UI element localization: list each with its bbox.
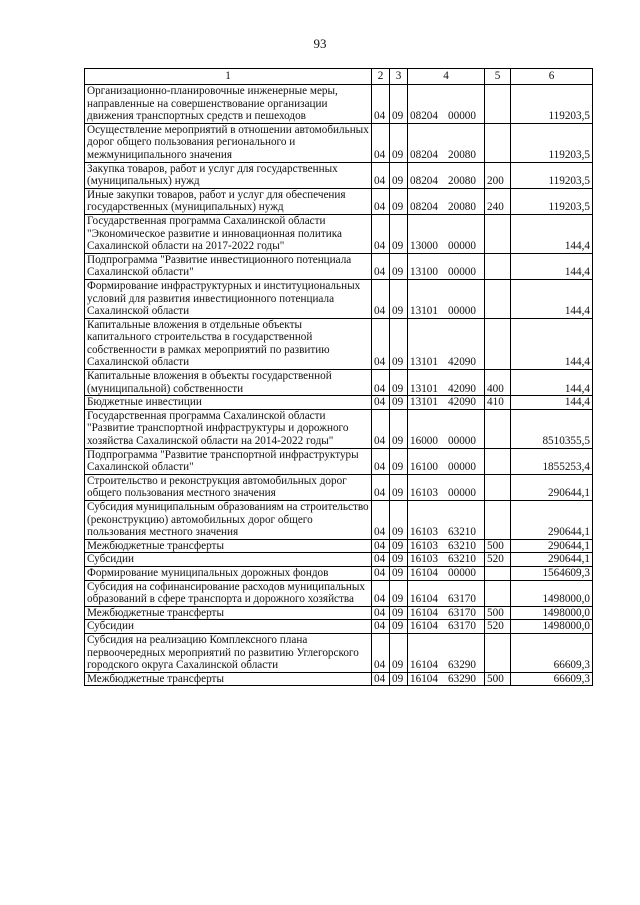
target-article-program: 16103 <box>410 539 438 552</box>
row-target-article <box>408 123 485 162</box>
row-expense-type <box>485 633 511 672</box>
target-article-direction: 00000 <box>448 461 476 474</box>
row-name: Иные закупки товаров, работ и услуг для обеспечения государственных (муниципальных) нужд <box>85 188 372 214</box>
row-amount: 119203,5 <box>511 85 593 124</box>
target-article-direction: 63210 <box>448 539 476 552</box>
row-subsection: 09 <box>390 474 408 500</box>
table-row <box>85 370 593 396</box>
header-cell: 4 <box>408 69 485 85</box>
page-number: 93 <box>313 36 327 51</box>
target-article-program: 13000 <box>410 240 438 253</box>
row-subsection: 09 <box>390 580 408 606</box>
table-row <box>85 123 593 162</box>
target-article-direction: 00000 <box>448 435 476 448</box>
target-article-direction: 00000 <box>448 566 476 579</box>
row-subsection: 09 <box>390 214 408 253</box>
target-article-direction: 63210 <box>448 553 476 566</box>
row-amount: 1855253,4 <box>511 448 593 474</box>
row-section: 04 <box>372 370 390 396</box>
header-cell: 2 <box>372 69 390 85</box>
row-subsection: 09 <box>390 448 408 474</box>
row-amount: 144,4 <box>511 279 593 318</box>
row-name: Государственная программа Сахалинской области "Развитие транспортной инфраструктуры и дорожного хозяйства Сахалинской области на 2014-2022 годы" <box>85 409 372 448</box>
row-amount: 290644,1 <box>511 539 593 553</box>
row-target-article <box>408 448 485 474</box>
row-subsection: 09 <box>390 123 408 162</box>
table-row <box>85 279 593 318</box>
row-subsection: 09 <box>390 672 408 686</box>
row-amount: 144,4 <box>511 318 593 369</box>
row-subsection: 09 <box>390 620 408 634</box>
row-name: Субсидии <box>85 620 372 634</box>
header-cell: 3 <box>390 69 408 85</box>
table-row <box>85 566 593 580</box>
row-section: 04 <box>372 672 390 686</box>
budget-table <box>84 68 593 686</box>
row-name: Субсидия на софинансирование расходов муниципальных образований в сфере транспорта и дорожного хозяйства <box>85 580 372 606</box>
row-section: 04 <box>372 253 390 279</box>
row-amount: 144,4 <box>511 214 593 253</box>
row-target-article <box>408 188 485 214</box>
header-row <box>85 69 593 85</box>
header-cell: 6 <box>511 69 593 85</box>
row-subsection: 09 <box>390 318 408 369</box>
row-target-article <box>408 253 485 279</box>
row-expense-type <box>485 580 511 606</box>
row-name: Формирование инфраструктурных и институциональных условий для развития инвестиционного потенциала Сахалинской области <box>85 279 372 318</box>
row-name: Межбюджетные трансферты <box>85 606 372 620</box>
row-expense-type <box>485 279 511 318</box>
table-row <box>85 539 593 553</box>
target-article-direction: 63170 <box>448 620 476 633</box>
table-row <box>85 672 593 686</box>
row-amount: 1498000,0 <box>511 606 593 620</box>
row-subsection: 09 <box>390 501 408 540</box>
row-amount: 1498000,0 <box>511 620 593 634</box>
row-amount: 144,4 <box>511 396 593 410</box>
row-target-article <box>408 370 485 396</box>
row-section: 04 <box>372 553 390 567</box>
table-row <box>85 214 593 253</box>
row-expense-type <box>485 318 511 369</box>
row-expense-type <box>485 214 511 253</box>
target-article-program: 13101 <box>410 382 438 395</box>
row-subsection: 09 <box>390 553 408 567</box>
target-article-program: 16104 <box>410 659 438 672</box>
row-expense-type <box>485 253 511 279</box>
table-row <box>85 85 593 124</box>
target-article-program: 08204 <box>410 148 438 161</box>
row-section: 04 <box>372 448 390 474</box>
row-subsection: 09 <box>390 162 408 188</box>
row-expense-type <box>485 123 511 162</box>
row-section: 04 <box>372 620 390 634</box>
row-section: 04 <box>372 85 390 124</box>
row-target-article <box>408 409 485 448</box>
row-section: 04 <box>372 474 390 500</box>
table-row <box>85 474 593 500</box>
target-article-direction: 42090 <box>448 396 476 409</box>
row-section: 04 <box>372 318 390 369</box>
row-section: 04 <box>372 214 390 253</box>
row-expense-type: 500 <box>485 606 511 620</box>
row-expense-type: 500 <box>485 672 511 686</box>
row-name: Государственная программа Сахалинской области "Экономическое развитие и инновационная политика Сахалинской области на 2017-2022 годы" <box>85 214 372 253</box>
row-expense-type: 500 <box>485 539 511 553</box>
row-target-article <box>408 633 485 672</box>
table-row <box>85 553 593 567</box>
target-article-direction: 20080 <box>448 175 476 188</box>
target-article-direction: 42090 <box>448 382 476 395</box>
target-article-direction: 63290 <box>448 672 476 685</box>
row-amount: 1564609,3 <box>511 566 593 580</box>
row-expense-type <box>485 448 511 474</box>
row-target-article <box>408 566 485 580</box>
row-section: 04 <box>372 606 390 620</box>
target-article-program: 16103 <box>410 487 438 500</box>
row-name: Подпрограмма "Развитие транспортной инфраструктуры Сахалинской области" <box>85 448 372 474</box>
target-article-program: 16104 <box>410 620 438 633</box>
row-name: Субсидии <box>85 553 372 567</box>
target-article-program: 16104 <box>410 606 438 619</box>
row-expense-type: 200 <box>485 162 511 188</box>
row-subsection: 09 <box>390 85 408 124</box>
row-section: 04 <box>372 501 390 540</box>
row-section: 04 <box>372 633 390 672</box>
row-name: Субсидия муниципальным образованиям на строительство (реконструкцию) автомобильных дорог общего пользования местного значения <box>85 501 372 540</box>
row-subsection: 09 <box>390 253 408 279</box>
target-article-program: 08204 <box>410 201 438 214</box>
target-article-program: 08204 <box>410 175 438 188</box>
row-section: 04 <box>372 566 390 580</box>
row-amount: 8510355,5 <box>511 409 593 448</box>
row-subsection: 09 <box>390 188 408 214</box>
target-article-direction: 00000 <box>448 240 476 253</box>
row-target-article <box>408 553 485 567</box>
row-name: Осуществление мероприятий в отношении автомобильных дорог общего пользования регионального и межмуниципального значения <box>85 123 372 162</box>
target-article-program: 13101 <box>410 396 438 409</box>
row-expense-type: 410 <box>485 396 511 410</box>
row-expense-type <box>485 474 511 500</box>
row-expense-type: 520 <box>485 620 511 634</box>
target-article-program: 16104 <box>410 566 438 579</box>
row-amount: 290644,1 <box>511 553 593 567</box>
row-name: Капитальные вложения в отдельные объекты капитального строительства в государственной собственности в рамках мероприятий по развитию Сахалинской области <box>85 318 372 369</box>
row-subsection: 09 <box>390 409 408 448</box>
row-name: Строительство и реконструкция автомобильных дорог общего пользования местного значения <box>85 474 372 500</box>
row-target-article <box>408 501 485 540</box>
row-name: Межбюджетные трансферты <box>85 672 372 686</box>
row-target-article <box>408 580 485 606</box>
row-expense-type: 520 <box>485 553 511 567</box>
row-section: 04 <box>372 580 390 606</box>
target-article-direction: 63170 <box>448 606 476 619</box>
row-section: 04 <box>372 188 390 214</box>
row-subsection: 09 <box>390 279 408 318</box>
row-subsection: 09 <box>390 370 408 396</box>
row-name: Межбюджетные трансферты <box>85 539 372 553</box>
row-amount: 144,4 <box>511 370 593 396</box>
row-amount: 1498000,0 <box>511 580 593 606</box>
row-amount: 290644,1 <box>511 474 593 500</box>
row-subsection: 09 <box>390 606 408 620</box>
row-target-article <box>408 606 485 620</box>
target-article-program: 16100 <box>410 461 438 474</box>
row-amount: 290644,1 <box>511 501 593 540</box>
row-amount: 66609,3 <box>511 672 593 686</box>
target-article-program: 16104 <box>410 593 438 606</box>
target-article-program: 16104 <box>410 672 438 685</box>
row-amount: 144,4 <box>511 253 593 279</box>
row-subsection: 09 <box>390 396 408 410</box>
table-row <box>85 620 593 634</box>
row-target-article <box>408 279 485 318</box>
row-section: 04 <box>372 539 390 553</box>
row-section: 04 <box>372 279 390 318</box>
row-target-article <box>408 474 485 500</box>
row-expense-type <box>485 409 511 448</box>
row-subsection: 09 <box>390 633 408 672</box>
target-article-program: 13101 <box>410 356 438 369</box>
row-target-article <box>408 396 485 410</box>
row-target-article <box>408 214 485 253</box>
row-name: Бюджетные инвестиции <box>85 396 372 410</box>
row-target-article <box>408 620 485 634</box>
target-article-program: 16103 <box>410 553 438 566</box>
row-name: Формирование муниципальных дорожных фондов <box>85 566 372 580</box>
row-expense-type <box>485 85 511 124</box>
row-section: 04 <box>372 162 390 188</box>
row-expense-type: 240 <box>485 188 511 214</box>
target-article-direction: 63290 <box>448 659 476 672</box>
row-name: Подпрограмма "Развитие инвестиционного потенциала Сахалинской области" <box>85 253 372 279</box>
target-article-direction: 20080 <box>448 201 476 214</box>
row-expense-type <box>485 566 511 580</box>
row-section: 04 <box>372 409 390 448</box>
target-article-direction: 00000 <box>448 266 476 279</box>
table-row <box>85 633 593 672</box>
row-subsection: 09 <box>390 566 408 580</box>
table-row <box>85 448 593 474</box>
row-amount: 119203,5 <box>511 162 593 188</box>
row-target-article <box>408 85 485 124</box>
header-cell: 5 <box>485 69 511 85</box>
row-amount: 119203,5 <box>511 188 593 214</box>
table-row <box>85 409 593 448</box>
table-row <box>85 318 593 369</box>
table-row <box>85 606 593 620</box>
row-target-article <box>408 318 485 369</box>
target-article-direction: 20080 <box>448 148 476 161</box>
table-row <box>85 396 593 410</box>
target-article-program: 13100 <box>410 266 438 279</box>
header-cell: 1 <box>85 69 372 85</box>
row-target-article <box>408 162 485 188</box>
target-article-direction: 00000 <box>448 305 476 318</box>
table-body <box>85 85 593 686</box>
table-row <box>85 188 593 214</box>
target-article-direction: 42090 <box>448 356 476 369</box>
row-section: 04 <box>372 396 390 410</box>
target-article-direction: 00000 <box>448 110 476 123</box>
row-name: Субсидия на реализацию Комплексного плана первоочередных мероприятий по развитию Углегорского городского округа Сахалинской области <box>85 633 372 672</box>
table-row <box>85 580 593 606</box>
row-expense-type <box>485 501 511 540</box>
target-article-direction: 63170 <box>448 593 476 606</box>
row-subsection: 09 <box>390 539 408 553</box>
row-amount: 66609,3 <box>511 633 593 672</box>
target-article-direction: 00000 <box>448 487 476 500</box>
target-article-program: 08204 <box>410 110 438 123</box>
row-expense-type: 400 <box>485 370 511 396</box>
row-name: Организационно-планировочные инженерные меры, направленные на совершенствование организации движения транспортных средств и пешеходов <box>85 85 372 124</box>
table-row <box>85 501 593 540</box>
row-section: 04 <box>372 123 390 162</box>
target-article-program: 16000 <box>410 435 438 448</box>
row-target-article <box>408 539 485 553</box>
table-row <box>85 162 593 188</box>
row-target-article <box>408 672 485 686</box>
row-name: Закупка товаров, работ и услуг для государственных (муниципальных) нужд <box>85 162 372 188</box>
target-article-direction: 63210 <box>448 526 476 539</box>
target-article-program: 13101 <box>410 305 438 318</box>
target-article-program: 16103 <box>410 526 438 539</box>
row-name: Капитальные вложения в объекты государственной (муниципальной) собственности <box>85 370 372 396</box>
table-row <box>85 253 593 279</box>
row-amount: 119203,5 <box>511 123 593 162</box>
